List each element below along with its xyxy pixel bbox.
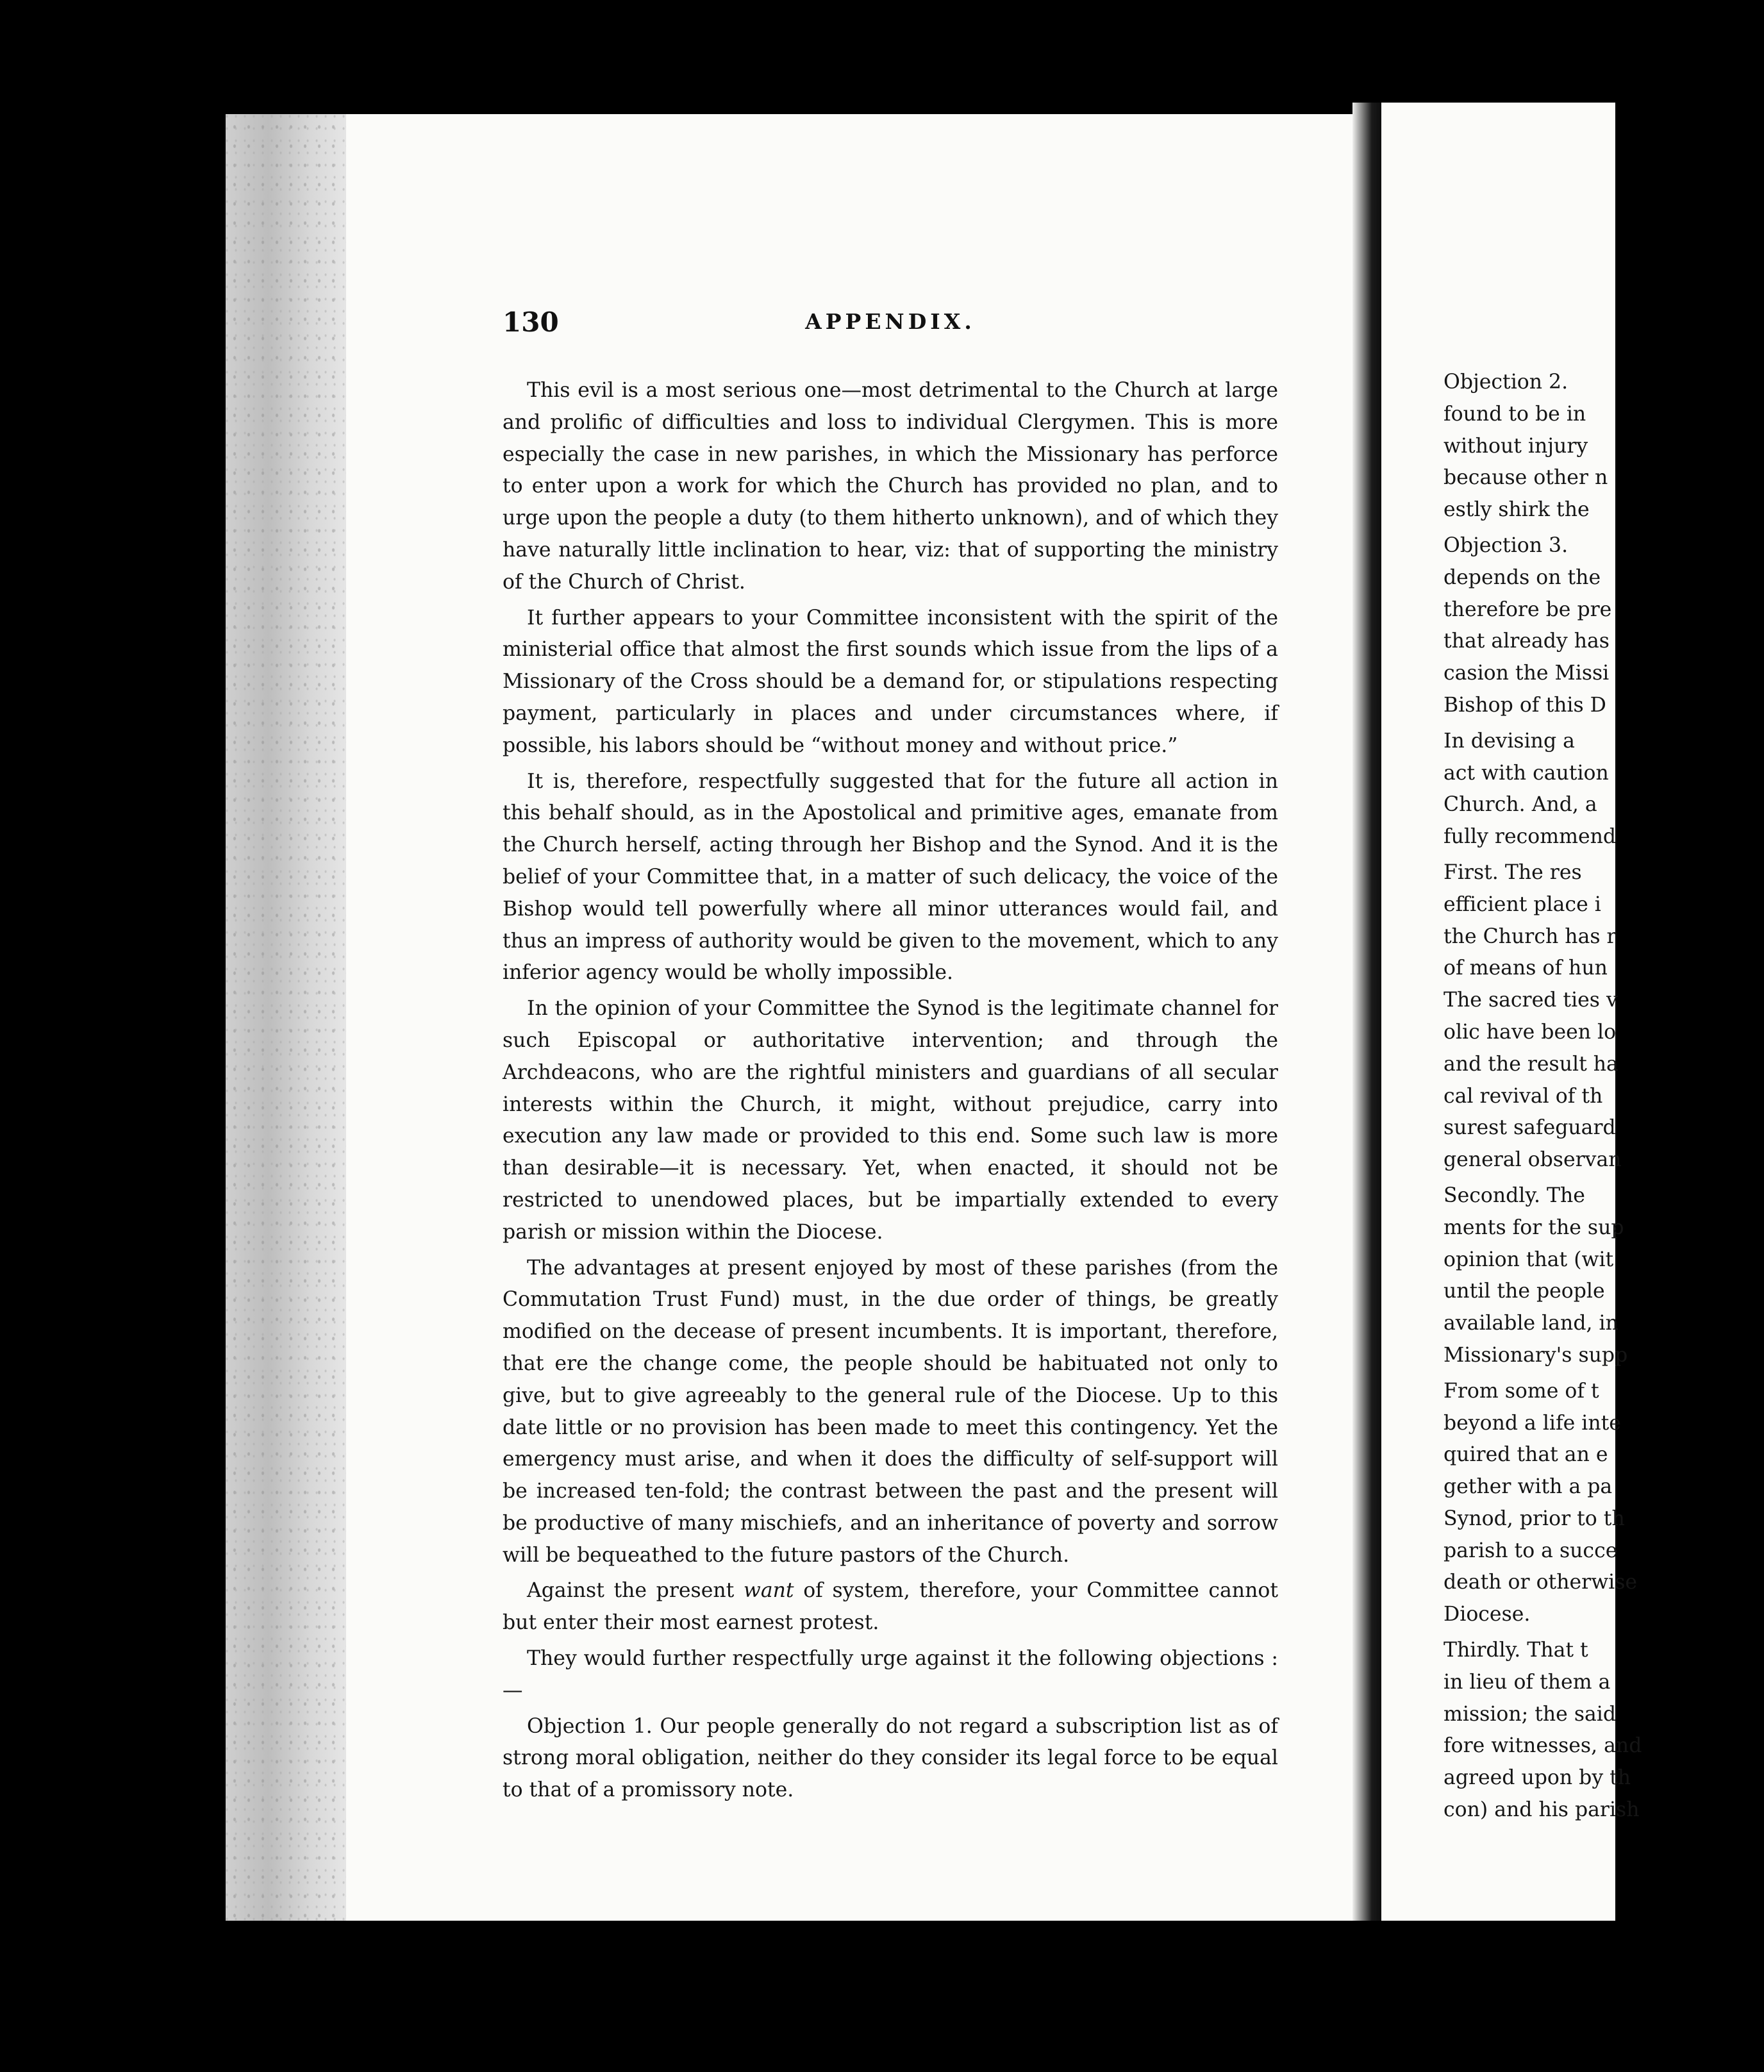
facing-page-line: surest safeguard — [1444, 1116, 1616, 1140]
paragraph — [503, 1575, 1278, 1639]
facing-page-line: Diocese. — [1444, 1603, 1531, 1626]
running-head: APPENDIX. — [805, 309, 976, 334]
facing-page-line: casion the Missi — [1444, 662, 1610, 685]
facing-page-line: and the result ha — [1444, 1052, 1618, 1076]
facing-page-line: because other n — [1444, 466, 1608, 490]
book-page-edge — [226, 114, 347, 1921]
paragraph: Objection 1. Our people generally do not regard a subscription list as of strong moral obligation, neither do they consider its legal force to be equal to that of a promissory note. — [503, 1714, 1278, 1802]
facing-page-line: the Church has r — [1444, 924, 1617, 948]
book-gutter — [1352, 103, 1385, 1921]
facing-page-line: that already has — [1444, 630, 1610, 653]
page-number: 130 — [503, 306, 559, 338]
facing-page-line: general observan — [1444, 1148, 1622, 1172]
main-text-column — [503, 375, 1278, 1810]
facing-page-line: beyond a life inte — [1444, 1411, 1621, 1435]
paragraph: In the opinion of your Committee the Synod is the legitimate channel for such Episcopal or authoritative intervention; and through the Archdeacons, who are the rightful ministers and guardians of all secular interests within the Church, it might, without prejudice, carry into execution any law made or provided to this end. Some such law is more than desirable—it is necessary. Yet, when enacted, it should not be restricted to unendowed places, but be impartially extended to every parish or mission within the Diocese. — [503, 997, 1278, 1244]
facing-page-line: cal revival of th — [1444, 1084, 1603, 1108]
facing-page-line: of means of hun — [1444, 957, 1608, 980]
paragraph-text: Against the present — [527, 1579, 744, 1603]
facing-page-line: olic have been lo — [1444, 1020, 1617, 1044]
paragraph: This evil is a most serious one—most detrimental to the Church at large and prolific of difficulties and loss to individual Clergymen. This is more especially the case in new parishes, in which the Missionary has perforce to enter upon a work for which the Church has provided no plan, and to urge upon the people a duty (to them hitherto unknown), and of which they have naturally little inclination to hear, viz: that of supporting the ministry of the Church of Christ. — [503, 379, 1278, 594]
paragraph-text: of system, therefore, your Committee cannot but enter their most earnest protest. — [503, 1579, 1278, 1635]
facing-page-line: con) and his parish — [1444, 1798, 1640, 1822]
facing-page-line: In devising a — [1444, 729, 1575, 753]
page-header — [503, 306, 1278, 345]
paragraph: The advantages at present enjoyed by most of these parishes (from the Commutation Trust Fund) must, in the due order of things, be greatly modified on the decease of present incumbents. It is important, therefore, that ere the change come, the people should be habituated not only to give, but to give agreeably to the general rule of the Diocese. Up to this date little or no provision has been made to meet this contingency. Yet the emergency must arise, and when it does the difficulty of self-support will be increased ten-fold; the contrast between the past and the present will be productive of many mischiefs, and an inheritance of poverty and sorrow will be bequeathed to the future pastors of the Church. — [503, 1256, 1278, 1567]
facing-page-line: available land, in — [1444, 1312, 1618, 1335]
facing-page-line: depends on the — [1444, 565, 1601, 589]
paragraph: It further appears to your Committee inconsistent with the spirit of the ministerial office that almost the first sounds which issue from the lips of a Missionary of the Cross should be a demand for, or stipulations respecting payment, particularly in places and under circumstances where, if possible, his labors should be “without money and without price.” — [503, 606, 1278, 757]
facing-page-line: found to be in — [1444, 402, 1586, 426]
facing-page-line: therefore be pre — [1444, 597, 1612, 621]
facing-page-line: efficient place i — [1444, 892, 1601, 916]
facing-page-line: agreed upon by th — [1444, 1766, 1631, 1790]
facing-page-line: Secondly. The — [1444, 1183, 1585, 1207]
facing-page-line: Synod, prior to th — [1444, 1507, 1625, 1530]
facing-page-line: Missionary's supp — [1444, 1343, 1628, 1367]
facing-page-line: Objection 2. — [1444, 371, 1568, 394]
facing-page-line: until the people — [1444, 1280, 1605, 1303]
facing-page-line: The sacred ties v — [1444, 989, 1618, 1012]
facing-page-line: Church. And, a — [1444, 793, 1597, 817]
paragraph: It is, therefore, respectfully suggested that for the future all action in this behalf should, as in the Apostolical and primitive ages, emanate from the Church herself, acting through her Bishop and the Synod. And it is the belief of your Committee that, in a matter of such delicacy, the voice of the Bishop would tell powerfully where all minor utterances would fail, and thus an impress of authority would be given to the movement, which to any inferior agency would be wholly impossible. — [503, 769, 1278, 985]
facing-page-line: in lieu of them a — [1444, 1670, 1611, 1694]
facing-page-line: quired that an e — [1444, 1443, 1608, 1467]
facing-page-line: ments for the sup — [1444, 1216, 1624, 1239]
facing-page-line: gether with a pa — [1444, 1475, 1613, 1499]
emphasis-text: want — [743, 1579, 794, 1603]
paragraph: They would further respectfully urge against it the following objections :— — [503, 1647, 1278, 1702]
facing-page-text — [1444, 367, 1764, 1826]
facing-page-line: parish to a succe — [1444, 1539, 1618, 1562]
facing-page-line: Thirdly. That t — [1444, 1639, 1588, 1662]
facing-page-line: estly shirk the — [1444, 498, 1590, 522]
facing-page-line: From some of t — [1444, 1379, 1599, 1403]
facing-page-line: fore witnesses, and — [1444, 1734, 1642, 1758]
facing-page-line: Bishop of this D — [1444, 693, 1606, 717]
facing-page-line: opinion that (wit — [1444, 1248, 1614, 1271]
facing-page-line: Objection 3. — [1444, 533, 1568, 557]
facing-page-line: without injury — [1444, 434, 1588, 458]
facing-page-line: mission; the said — [1444, 1702, 1617, 1726]
facing-page-line: First. The res — [1444, 860, 1582, 884]
facing-page-line: fully recommend — [1444, 825, 1617, 849]
facing-page-line: death or otherwise — [1444, 1571, 1638, 1594]
facing-page-line: act with caution — [1444, 761, 1609, 785]
